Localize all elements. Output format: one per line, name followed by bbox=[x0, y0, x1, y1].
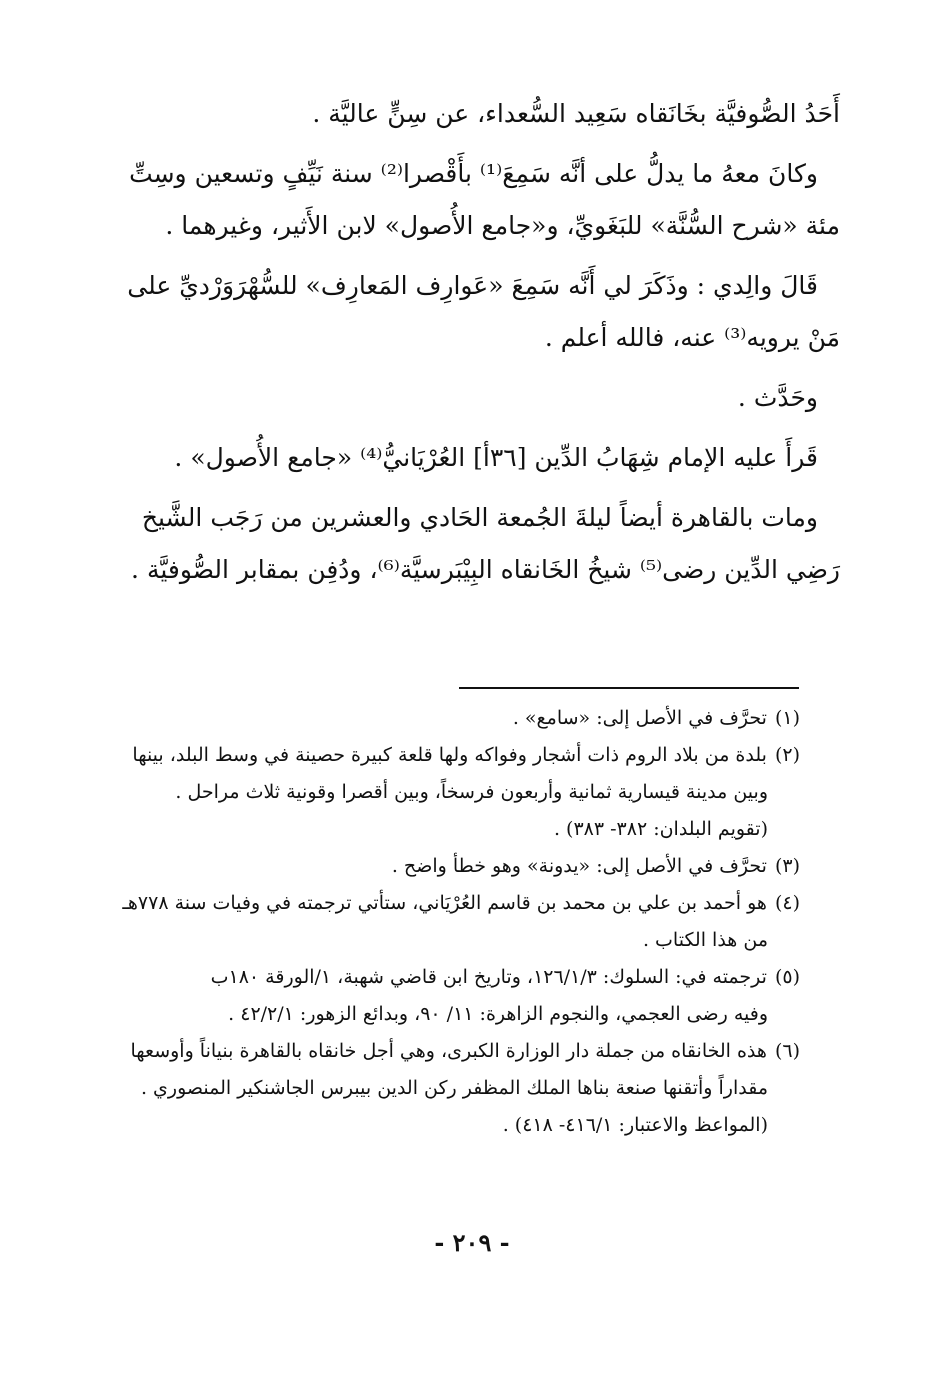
footnote-text: من هذا الكتاب . bbox=[642, 929, 768, 951]
paragraph: قَرأَ عليه الإمام شِهَابُ الدِّين [٣٦أ] العُرْيَانيُّ⁽⁴⁾ «جامع الأُصول» . bbox=[174, 443, 818, 472]
footnote-text: (تقويم البلدان: ٣٨٢- ٣٨٣) . bbox=[553, 818, 768, 840]
footnote-3 bbox=[100, 848, 800, 885]
footnote-text: بلدة من بلاد الروم ذات أشجار وفواكه ولها قلعة كبيرة حصينة في وسط البلد، بينها bbox=[132, 744, 767, 766]
footnote-separator bbox=[459, 687, 799, 689]
footnote-text: وبين مدينة قيسارية ثمانية وأربعون فرسخاً، وبين أقصرا وقونية ثلاث مراحل . bbox=[175, 781, 768, 803]
footnote-number: (٢) bbox=[774, 744, 800, 766]
footnote-number: (٤) bbox=[774, 892, 800, 914]
paragraph: ومات بالقاهرة أيضاً ليلةَ الجُمعة الحَادي والعشرين من رَجَب الشَّيخ رَضِي الدِّين رضى⁽⁵⁾ شيخُ الخَانقاه البِيْبَرسيَّة⁽⁶⁾، ودُفِن بمقابر الصُّوفيَّة . bbox=[131, 503, 840, 584]
footnote-number: (١) bbox=[774, 707, 800, 729]
footnote-number: (٣) bbox=[774, 855, 800, 877]
footnote-text: (المواعظ والاعتبار: ٤١٦/١- ٤١٨) . bbox=[502, 1114, 768, 1136]
footnote-2 bbox=[100, 737, 800, 848]
footnote-4 bbox=[100, 885, 800, 959]
footnote-6 bbox=[100, 1033, 800, 1144]
footnote-number: (٦) bbox=[774, 1040, 800, 1062]
main-text bbox=[110, 88, 840, 604]
footnote-text: وفيه رضى العجمي، والنجوم الزاهرة: ١١/ ٩٠، وبدائع الزهور: ٤٢/٢/١ . bbox=[228, 1003, 768, 1025]
paragraph: قَالَ والِدي : وذَكَرَ لي أَنَّه سَمِعَ «عَوارِف المَعارِف» للسُّهْرَوَرْديِّ على مَنْ يرويه⁽³⁾ عنه، فالله أعلم . bbox=[127, 271, 840, 352]
page-number: - ٢٠٩ - bbox=[434, 1228, 510, 1257]
footnote-text: تحرَّف في الأصل إلى: «يدونة» وهو خطأ واضح . bbox=[391, 855, 767, 877]
footnote-text: مقداراً وأتقنها صنعة بناها الملك المظفر ركن الدين بيبرس الجاشنكير المنصوري . bbox=[140, 1077, 768, 1099]
footnote-5 bbox=[100, 959, 800, 1033]
footnote-1 bbox=[100, 700, 800, 737]
footnote-text: تحرَّف في الأصل إلى: «سامع» . bbox=[512, 707, 767, 729]
footnote-text: هذه الخانقاه من جملة دار الوزارة الكبرى، وهي أجل خانقاه بالقاهرة بنياناً وأوسعها bbox=[130, 1040, 767, 1062]
paragraph: وحَدَّث . bbox=[737, 383, 818, 412]
footnote-number: (٥) bbox=[774, 966, 800, 988]
footnote-text: ترجمته في: السلوك: ١٢٦/١/٣، وتاريخ ابن قاضي شهبة، ١/الورقة ١٨٠ب bbox=[210, 966, 767, 988]
footnotes bbox=[100, 700, 800, 1144]
footnote-text: هو أحمد بن علي بن محمد بن قاسم العُرْيَاني، ستأتي ترجمته في وفيات سنة ٧٧٨هـ bbox=[122, 892, 767, 914]
paragraph: وكانَ معهُ ما يدلُّ على أنَّه سَمِعَ⁽¹⁾ بأَقْصرا⁽²⁾ سنة نَيِّفٍ وتسعين وسِتِّ مئة «شرح السُّنَّة» للبَغَويِّ، و«جامع الأُصول» لابن الأَثير، وغيرهما . bbox=[129, 159, 840, 240]
paragraph: أَحَدُ الصُّوفيَّة بخَانَقاه سَعِيد السُّعداء، عن سِنٍّ عاليَّة . bbox=[312, 99, 840, 128]
